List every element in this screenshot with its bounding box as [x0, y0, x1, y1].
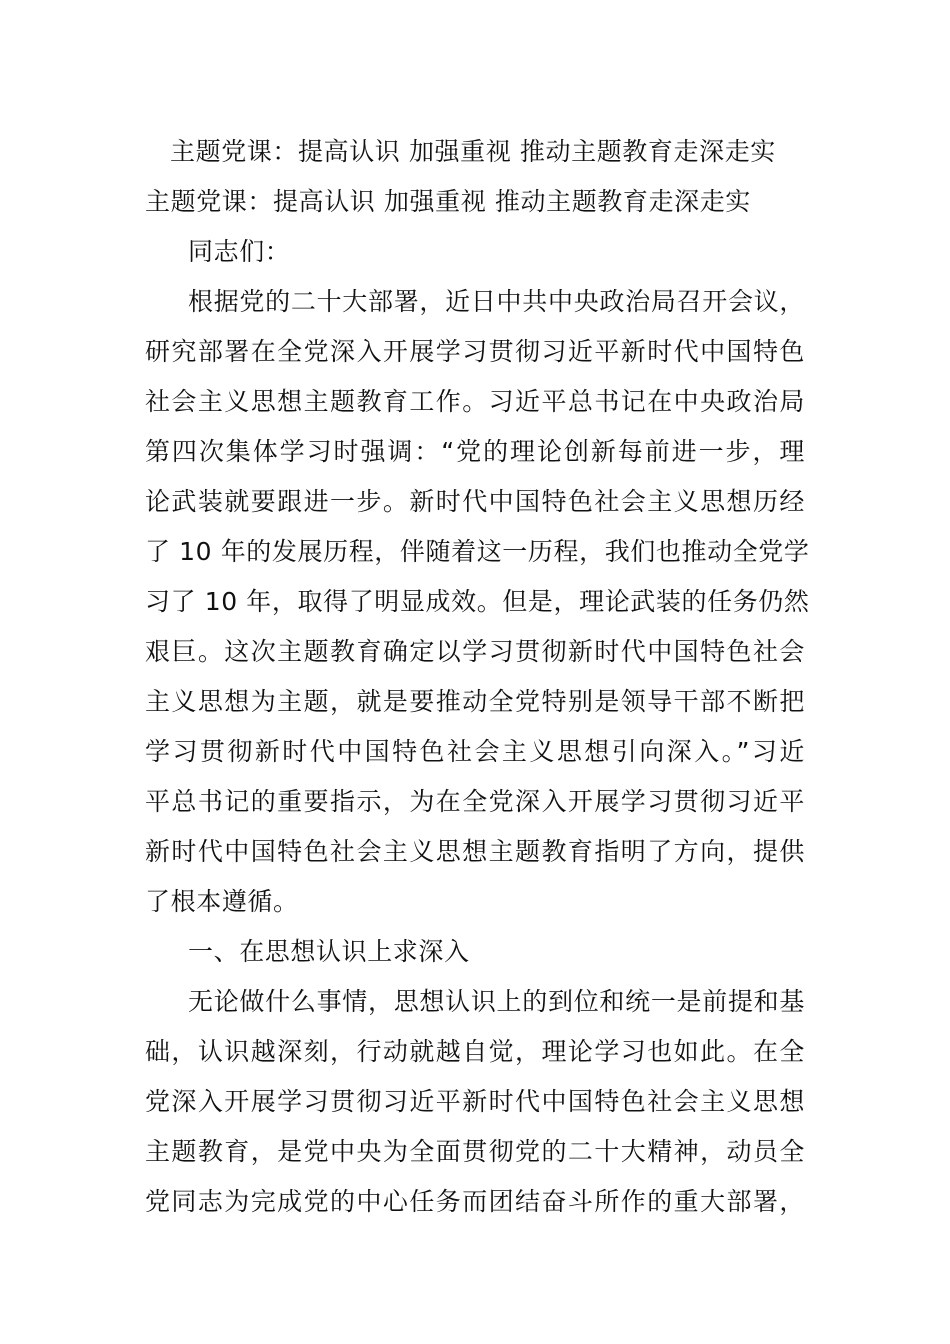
paragraph-2-line: 主题教育，是党中央为全面贯彻党的二十大精神，动员全 — [145, 1137, 805, 1166]
paragraph-2-line: 础，认识越深刻，行动就越自觉，理论学习也如此。在全 — [145, 1037, 805, 1066]
paragraph-1-line: 平总书记的重要指示，为在全党深入开展学习贯彻习近平 — [145, 787, 805, 816]
paragraph-2-line: 无论做什么事情，思想认识上的到位和统一是前提和基 — [188, 987, 805, 1016]
paragraph-1-line: 根据党的二十大部署，近日中共中央政治局召开会议， — [188, 287, 805, 316]
paragraph-1-line: 研究部署在全党深入开展学习贯彻习近平新时代中国特色 — [145, 337, 805, 366]
paragraph-1-line: 论武装就要跟进一步。新时代中国特色社会主义思想历经 — [145, 487, 805, 516]
paragraph-1-line: 艰巨。这次主题教育确定以学习贯彻新时代中国特色社会 — [145, 637, 805, 666]
paragraph-1-line: 习了 10 年，取得了明显成效。但是，理论武装的任务仍然 — [145, 587, 810, 616]
document-title: 主题党课：提高认识 加强重视 推动主题教育走深走实 — [170, 137, 776, 166]
paragraph-2-line: 党同志为完成党的中心任务而团结奋斗所作的重大部署， — [145, 1187, 805, 1216]
paragraph-1-line: 社会主义思想主题教育工作。习近平总书记在中央政治局 — [145, 387, 805, 416]
section-heading: 一、在思想认识上求深入 — [188, 937, 470, 966]
document-title-repeat: 主题党课：提高认识 加强重视 推动主题教育走深走实 — [145, 187, 751, 216]
salutation: 同志们： — [188, 237, 291, 266]
paragraph-1-line: 了根本遵循。 — [145, 887, 299, 916]
paragraph-1-line: 了 10 年的发展历程，伴随着这一历程，我们也推动全党学 — [145, 537, 810, 566]
paragraph-1-line: 学习贯彻新时代中国特色社会主义思想引向深入。”习近 — [145, 737, 805, 766]
paragraph-2-line: 党深入开展学习贯彻习近平新时代中国特色社会主义思想 — [145, 1087, 805, 1116]
paragraph-1-line: 新时代中国特色社会主义思想主题教育指明了方向，提供 — [145, 837, 805, 866]
paragraph-1-line: 主义思想为主题，就是要推动全党特别是领导干部不断把 — [145, 687, 805, 716]
paragraph-1-line: 第四次集体学习时强调：“党的理论创新每前进一步，理 — [145, 437, 805, 466]
